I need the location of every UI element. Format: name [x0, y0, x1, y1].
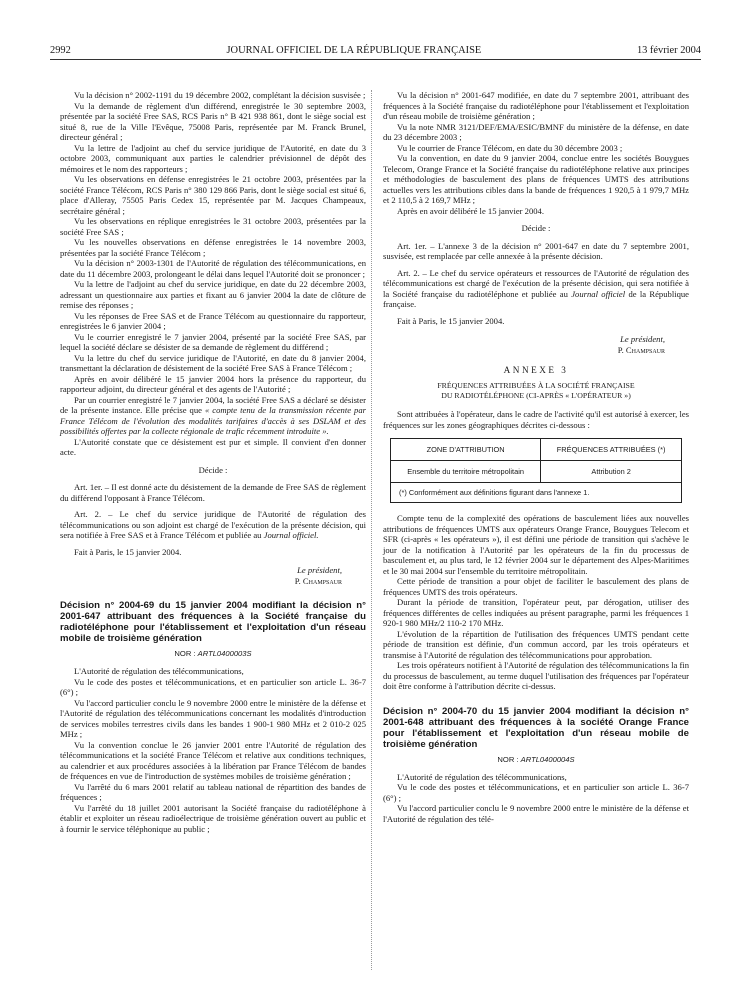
- paragraph: Vu l'arrêté du 18 juillet 2001 autorisant la Société française du radiotéléphone à établir et exploiter un réseau radioélectrique de troisième génération ouvert au public et à fournir le service téléphonique au public ;: [60, 802, 366, 834]
- paragraph: Vu le code des postes et télécommunications, et en particulier son article L. 36-7 (6°) ;: [383, 782, 689, 803]
- annexe-subtitle-line-2: DU RADIOTÉLÉPHONE (CI-APRÈS « L'OPÉRATEUR »): [441, 391, 631, 400]
- decision-title: Décision n° 2004-69 du 15 janvier 2004 modifiant la décision n° 2001-647 attribuant des fréquences à la Société française du radiotéléphone pour l'établissement et l'exploitation d'un réseau mobile de troisième génération: [60, 600, 366, 644]
- paragraph: Vu les observations en réplique enregistrées le 31 octobre 2003, présentées par la société Free SAS ;: [60, 216, 366, 237]
- signature-block: [383, 334, 689, 355]
- table-header-zone: ZONE D'ATTRIBUTION: [391, 439, 541, 461]
- paragraph: Après en avoir délibéré le 15 janvier 2004 hors la présence du rapporteur, du rapporteur adjoint, du directeur général et des agents de l'Autorité ;: [60, 373, 366, 394]
- frequency-table: [390, 438, 682, 503]
- paragraph: Compte tenu de la complexité des opérations de basculement liées aux nouvelles attributions de fréquences UMTS aux opérateurs Orange France, Bouygues Telecom et SFR (ci-après « les opérateurs »), il est défini une période de transition qui s'achève le jour de la notification à l'Autorité par les opérateurs de la fin du processus de basculement et, au plus tard, le 12 février 2004 sur le département des Alpes-Maritimes et le 30 mai 2004 sur l'ensemble du territoire métropolitain.: [383, 513, 689, 576]
- table-cell: Ensemble du territoire métropolitain: [391, 461, 541, 483]
- page-header: [50, 40, 701, 56]
- paragraph: Durant la période de transition, l'opérateur peut, par dérogation, utiliser des fréquences différentes de celles indiquées au présent paragraphe, parmi les fréquences 1 920-1 980 MHz/2 110-2 170 MHz.: [383, 597, 689, 628]
- table-header-frequencies: FRÉQUENCES ATTRIBUÉES (*): [541, 439, 682, 461]
- paragraph: Vu la demande de règlement d'un différend, enregistrée le 30 septembre 2003, présentée par la société Free SAS, RCS Paris n° B 421 938 861, dont le siège social est situé 8, rue de la Ville l'Evêque, 75008 Paris, représentée par M. Franck Brunel, directeur général ;: [60, 100, 366, 142]
- paragraph: Vu le code des postes et télécommunications, et en particulier son article L. 36-7 (6°) ;: [60, 676, 366, 697]
- annexe-subtitle-line-1: FRÉQUENCES ATTRIBUÉES À LA SOCIÉTÉ FRANÇAISE: [437, 381, 635, 390]
- journal-title: JOURNAL OFFICIEL DE LA RÉPUBLIQUE FRANÇAISE: [226, 45, 482, 56]
- right-column: [383, 90, 689, 824]
- annexe-intro: Sont attribuées à l'opérateur, dans le cadre de l'activité qu'il est autorisé à exercer, les fréquences sur les zones géographiques décrites ci-dessous :: [383, 409, 689, 430]
- signature-role: Le président,: [620, 334, 665, 344]
- paragraph: L'Autorité de régulation des télécommunications,: [397, 771, 567, 782]
- fait-a-paris: Fait à Paris, le 15 janvier 2004.: [397, 315, 505, 326]
- paragraph: Les trois opérateurs notifient à l'Autorité de régulation des télécommunications la fin du processus de basculement, au terme duquel l'utilisation des fréquences par l'opérateur doit être conforme à l'attribution décrite ci-dessus.: [383, 660, 689, 691]
- paragraph: Vu l'accord particulier conclu le 9 novembre 2000 entre le ministère de la défense et l'Autorité de régulation des télé-: [383, 803, 689, 824]
- journal-reference: Journal officiel.: [263, 530, 319, 540]
- paragraph: Vu le courrier enregistré le 7 janvier 2004, présenté par la société Free SAS, par lequel la société déclare se désister de sa demande de règlement du différend ;: [60, 331, 366, 352]
- page-number: 2992: [50, 45, 71, 56]
- fait-a-paris: Fait à Paris, le 15 janvier 2004.: [74, 546, 182, 557]
- article-1: Art. 1er. – L'annexe 3 de la décision n° 2001-647 en date du 7 septembre 2001, susvisée, est remplacée par celle annexée à la présente décision.: [383, 240, 689, 261]
- paragraph: Vu la convention, en date du 9 janvier 2004, conclue entre les sociétés Bouygues Telecom, Orange France et la Société française du radiotéléphone relative aux principes et méthodologies de basculement des plans de fréquences UMTS des attributions actuelles vers les attributions cibles dans la bande de fréquences 1 920,5 à 1 979,7 MHz et 2 110,5 à 2 169,7 MHz ;: [383, 153, 689, 205]
- paragraph: Vu l'accord particulier conclu le 9 novembre 2000 entre le ministère de la défense et l'Autorité de régulation des télécommunications concernant les modalités d'introduction de services mobiles terrestres civils dans les bandes 1 900-1 980 MHz et 2 010-2 025 MHz ;: [60, 697, 366, 739]
- decide-heading: Décide :: [521, 223, 551, 233]
- paragraph: Vu la lettre de l'adjoint au chef du service juridique, en date du 22 décembre 2003, adressant un questionnaire aux parties et fixant au 6 janvier 2004 la date de clôture de remise des réponses ;: [60, 279, 366, 310]
- journal-reference: Journal officiel: [571, 288, 626, 299]
- publication-date: 13 février 2004: [636, 45, 701, 56]
- paragraph: Après en avoir délibéré le 15 janvier 2004.: [397, 205, 544, 216]
- signature-role: Le président,: [297, 565, 342, 575]
- paragraph: Vu le courrier de France Télécom, en date du 30 décembre 2003 ;: [397, 142, 623, 153]
- article-2-end: de la République française.: [383, 288, 689, 309]
- courrier-text: Par un courrier enregistré le 7 janvier 2004, la société Free SAS a déclaré se désister de la présente instance. Elle précise que: [60, 394, 366, 415]
- nor-reference: [383, 755, 689, 764]
- nor-label: NOR :: [497, 754, 519, 764]
- annexe-subtitle: [383, 381, 689, 401]
- paragraph: L'évolution de la répartition de l'utilisation des fréquences UMTS pendant cette période de transition est définie, d'un commun accord, par les trois opérateurs et transmise à l'Autorité de régulation des télécommunications pour approbation.: [383, 628, 689, 660]
- column-separator: [371, 90, 372, 970]
- paragraph: Vu les observations en défense enregistrées le 21 octobre 2003, présentées par la société France Télécom, RCS Paris n° 380 129 866 Paris, dont le siège social est situé 6, place d'Alleray, 75505 Paris Cedex 15, représentée par M. Jacques Champeaux, secrétaire général ;: [60, 174, 366, 216]
- article-1: Art. 1er. – Il est donné acte du désistement de la demande de Free SAS de règlement du différend l'opposant à France Télécom.: [60, 482, 366, 503]
- signature-name: P. Champsaur: [617, 344, 665, 355]
- article-2-text: Art. 2. – Le chef du service juridique de l'Autorité de régulation des télécommunications ou son adjoint est chargé de l'exécution de la présente décision, qui sera notifiée à Free SAS et à France Télécom et publiée au: [60, 509, 366, 540]
- paragraph: Vu la décision n° 2001-647 modifiée, en date du 7 septembre 2001, attribuant des fréquences à la Société française du radiotéléphone pour l'établissement et l'exploitation d'un réseau mobile de troisième génération ;: [383, 90, 689, 121]
- nor-value: ARTL0400003S: [197, 649, 252, 658]
- courrier-paragraph: [60, 395, 366, 437]
- paragraph: L'Autorité constate que ce désistement est pur et simple. Il convient d'en donner acte.: [60, 436, 366, 457]
- article-2: [383, 268, 689, 310]
- paragraph: Vu la convention conclue le 26 janvier 2001 entre l'Autorité de régulation des télécommunications et la société France Télécom et relative aux conditions techniques, au calendrier et aux procédures associées à la libération par France Télécom de bandes de fréquences en vue de l'introduction de systèmes mobiles de troisième génération ;: [60, 739, 366, 781]
- left-column: [60, 90, 366, 834]
- signature-block: [60, 565, 366, 586]
- table-cell: Attribution 2: [541, 461, 682, 483]
- table-note-row: [391, 483, 682, 503]
- paragraph: Vu la lettre de l'adjoint au chef du service juridique de l'Autorité, en date du 3 octobre 2003, communiquant aux parties le calendrier prévisionnel de dépôt des mémoires et le nom des rapporteurs ;: [60, 142, 366, 174]
- article-2: [60, 509, 366, 541]
- paragraph: Vu la décision n° 2003-1301 de l'Autorité de régulation des télécommunications, en date du 11 décembre 2003, prolongeant le délai dans lequel l'Autorité doit se prononcer ;: [60, 258, 366, 279]
- header-rule: [50, 59, 701, 60]
- nor-label: NOR :: [174, 649, 196, 658]
- paragraph: Vu la décision n° 2002-1191 du 19 décembre 2002, complétant la décision susvisée ;: [74, 90, 366, 100]
- nor-reference: [60, 649, 366, 658]
- article-2-text: Art. 2. – Le chef du service opérateurs et ressources de l'Autorité de régulation des télécommunications est chargé de l'exécution de la présente décision, qui sera notifiée à la Société française du radiotéléphone et publiée au: [383, 267, 689, 299]
- annexe-title: ANNEXE 3: [503, 365, 569, 375]
- nor-value: ARTL0400004S: [520, 754, 575, 764]
- paragraph: Cette période de transition a pour objet de faciliter le basculement des plans de fréquences UMTS des trois opérateurs.: [383, 576, 689, 597]
- courrier-quote: « compte tenu de la transmission récente par France Télécom de l'évolution des modalités tarifaires d'accès à ses DSLAM et des possibilités offertes par la collecte régionale de trafic récemment introduite ».: [60, 405, 366, 436]
- table-row: [391, 461, 682, 483]
- paragraph: Vu la note NMR 3121/DEF/EMA/ESIC/BMNF du ministère de la défense, en date du 23 décembre 2003 ;: [383, 121, 689, 142]
- signature-name: P. Champsaur: [294, 575, 342, 586]
- decide-heading: Décide :: [198, 464, 228, 475]
- paragraph: Vu les réponses de Free SAS et de France Télécom au questionnaire du rapporteur, enregistrées le 6 janvier 2004 ;: [60, 310, 366, 331]
- table-note: (*) Conformément aux définitions figurant dans l'annexe 1.: [391, 483, 682, 503]
- paragraph: Vu les nouvelles observations en défense enregistrées le 14 novembre 2003, présentées par la société France Télécom ;: [60, 237, 366, 258]
- paragraph: Vu l'arrêté du 6 mars 2001 relatif au tableau national de répartition des bandes de fréquences ;: [60, 781, 366, 802]
- paragraph: Vu la lettre du chef du service juridique de l'Autorité, en date du 8 janvier 2004, transmettant la déclaration de désistement de la société Free SAS à France Télécom ;: [60, 352, 366, 373]
- decision-title: Décision n° 2004-70 du 15 janvier 2004 modifiant la décision n° 2001-648 attribuant des fréquences à la société Orange France pour l'établissement et l'exploitation d'un réseau mobile de troisième génération: [383, 705, 689, 750]
- paragraph: L'Autorité de régulation des télécommunications,: [74, 666, 244, 676]
